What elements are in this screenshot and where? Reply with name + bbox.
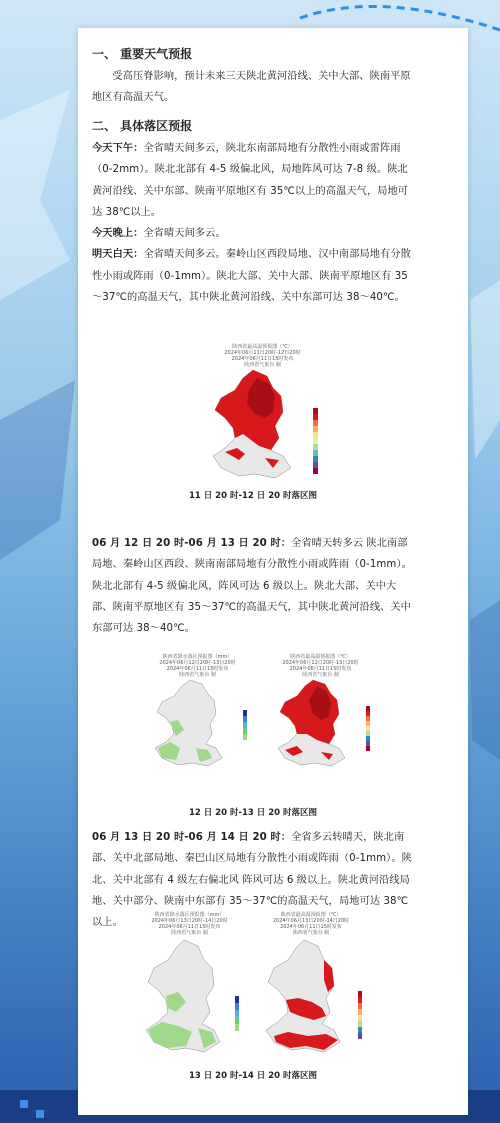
temperature-legend <box>358 991 362 1039</box>
shaanxi-rain-map <box>132 936 247 1056</box>
map-subtitle: 2024年06月13日20时-14日20时 <box>272 918 350 924</box>
map1-caption: 11 日 20 时-12 日 20 时落区图 <box>188 491 318 501</box>
map-issued: 2024年06月11日15时发布 <box>158 924 221 930</box>
map-subtitle: 2024年06月11日20时-12日20时 <box>224 350 301 356</box>
period3-label: 06 月 13 日 20 时-06 月 14 日 20 时： <box>92 832 292 843</box>
map-issued: 2024年06月11日15时发布 <box>231 356 294 362</box>
map-issuer: 陕西省气象台 制 <box>171 930 208 936</box>
temp-map-12-13 <box>263 654 378 769</box>
shaanxi-temperature-map <box>195 368 330 480</box>
forecast-tomorrow <box>92 244 414 308</box>
section2-heading: 二、 具体落区预报 <box>92 119 193 133</box>
period3-text: 全省多云转晴天，陕北南部、关中北部局地、秦巴山区局地有分散性小雨或阵雨（0-1mm）。陕北、关中北部有 4 级左右偏北风 阵风可达 6 级以上。陕北黄河沿线局地、关中部分、陕南中东部有 35～37℃的高温天气，局地可达 38℃以上。 <box>92 832 412 929</box>
rain-legend <box>243 710 247 740</box>
text-today-afternoon: 全省晴天间多云，陕北东南部局地有分散性小雨或雷阵雨（0-2mm）。陕北北部有 4-5 级偏北风，局地阵风可达 7-8 级。陕北黄河沿线、关中东部、陕南平原地区有 35℃以上的高温天气，局地可达 38℃以上。 <box>92 143 409 218</box>
label-today-afternoon: 今天下午： <box>92 143 144 154</box>
label-tomorrow: 明天白天： <box>92 249 144 261</box>
temperature-legend <box>366 706 370 751</box>
period2-label: 06 月 12 日 20 时-06 月 13 日 20 时： <box>92 538 292 549</box>
forecast-today-afternoon <box>92 138 414 223</box>
map-title: 陕西省最高温预报图（℃） <box>232 344 293 350</box>
map-issued: 2024年06月11日15时发布 <box>289 666 352 672</box>
map-title: 陕西省降水落区预报图（mm） <box>154 912 225 918</box>
map-issuer: 陕西省气象台 制 <box>244 362 281 368</box>
map-subtitle: 2024年06月12日20时-13日20时 <box>159 660 236 666</box>
section-specific-forecast <box>92 116 414 308</box>
map-issuer: 陕西省气象台 制 <box>292 930 330 936</box>
period2-paragraph <box>92 533 414 639</box>
period2-forecast <box>92 533 414 639</box>
period3-caption: 13 日 20 时-14 日 20 时落区图 <box>188 1071 318 1081</box>
temp-map-11-12 <box>195 344 330 482</box>
text-tomorrow: 全省晴天间多云。秦岭山区西段局地、汉中南部局地有分散性小雨或阵雨（0-1mm）。陕北大部、关中大部、陕南平原地区有 35～37℃的高温天气，其中陕北黄河沿线、关中东部可达 38～40℃。 <box>92 249 411 304</box>
map-title: 陕西省最高温预报图（℃） <box>290 654 351 660</box>
section-important-forecast <box>92 44 414 109</box>
temp-map-13-14 <box>252 912 370 1057</box>
period2-caption: 12 日 20 时-13 日 20 时落区图 <box>188 808 318 818</box>
map-subtitle: 2024年06月13日20时-14日20时 <box>151 918 228 924</box>
map-issued: 2024年06月11日15时发布 <box>166 666 229 672</box>
rain-legend <box>235 996 239 1031</box>
shaanxi-temperature-map <box>263 678 378 768</box>
map-subtitle: 2024年06月12日20时-13日20时 <box>282 660 359 666</box>
map-title: 陕西省最高温预报图（℃） <box>280 912 342 918</box>
map-issuer: 陕西省气象台 制 <box>302 672 339 678</box>
shaanxi-temperature-map <box>252 936 370 1056</box>
section1-body: 受高压脊影响，预计未来三天陕北黄河沿线、关中大部、陕南平原地区有高温天气。 <box>92 71 411 104</box>
label-tonight: 今天晚上： <box>92 228 144 240</box>
temperature-legend <box>313 408 318 474</box>
map-issuer: 陕西省气象台 制 <box>179 672 216 678</box>
section1-heading: 一、 重要天气预报 <box>92 47 193 61</box>
map-title: 陕西省降水落区预报图（mm） <box>162 654 233 660</box>
shaanxi-rain-map <box>140 678 255 768</box>
rain-map-12-13 <box>140 654 255 769</box>
rain-map-13-14 <box>132 912 247 1057</box>
text-tonight: 全省晴天间多云。 <box>143 228 226 240</box>
forecast-tonight <box>92 223 414 244</box>
period2-text: 全省晴天转多云 陕北南部局地、秦岭山区西段、陕南南部局地有分散性小雨或阵雨（0-1mm）。陕北北部有 4-5 级偏北风，阵风可达 6 级以上。陕北大部、关中大部、陕南平原地区有 35～37℃的高温天气，其中陕北黄河沿线、关中东部可达 38～40℃。 <box>92 538 412 635</box>
map-issued: 2024年06月11日15时发布 <box>280 924 342 930</box>
